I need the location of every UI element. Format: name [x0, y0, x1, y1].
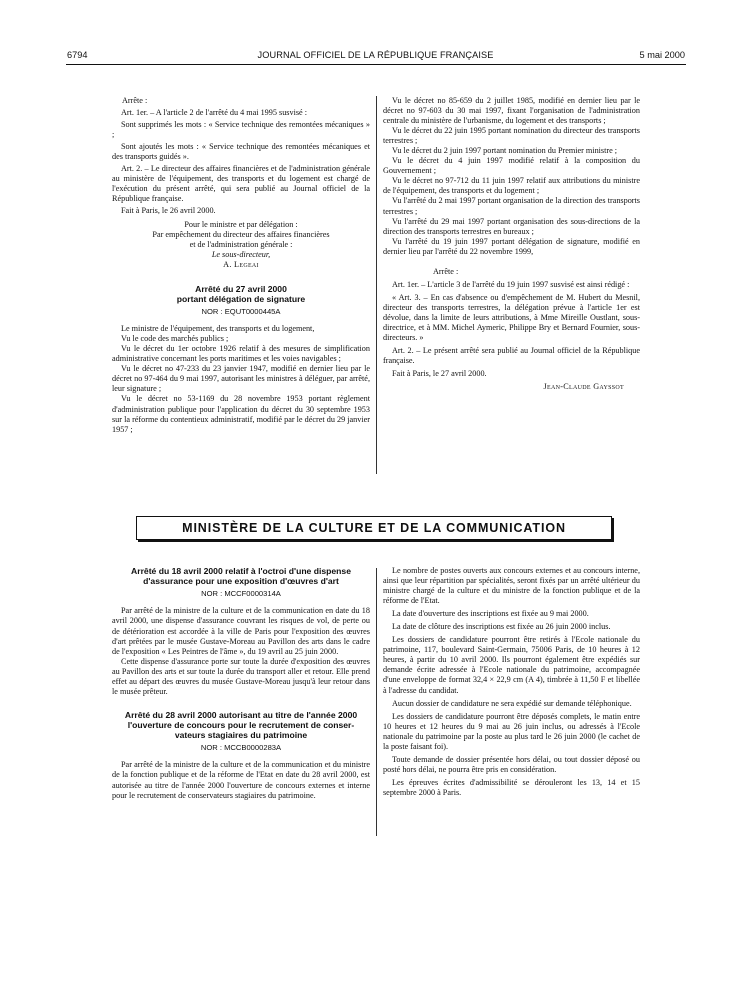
signature-line: Par empêchement du directeur des affaires financières [152, 229, 330, 239]
paragraph: Les épreuves écrites d'admissibilité se dérouleront les 13, 14 et 15 septembre 2000 à Paris. [383, 777, 640, 797]
paragraph: Sont supprimés les mots : « Service technique des remontées mécaniques » ; [112, 120, 370, 140]
paragraph: Les dossiers de candidature pourront être retirés à l'Ecole nationale du patrimoine, 117, boulevard Saint-Germain, 75006 Paris, de 10 heures à 12 heures, à partir du 10 avril 2000. Ils pourront également être expédiés sur demande écrite adressée à l'Ecole nationale du patrimoine, accompagnée d'une enveloppe de format 32,4 × 22,9 cm (A 4), timbrée à 11,50 F et libellée à l'adresse du candidat. [383, 635, 640, 695]
article-title-line: Arrêté du 28 avril 2000 autorisant au titre de l'année 2000 [124, 709, 358, 720]
paragraph: Vu le décret du 4 juin 1997 modifié relatif à la composition du Gouvernement ; [383, 156, 640, 176]
article-title-line: Arrêté du 18 avril 2000 relatif à l'octroi d'une dispense [131, 566, 351, 576]
nor-reference: NOR : MCCF0000314A [201, 589, 281, 599]
article-title-line: l'ouverture de concours pour le recrutement de conser- [127, 720, 355, 731]
paragraph: Sont ajoutés les mots : « Service technique des remontées mécaniques et des transports guidés ». [112, 142, 370, 162]
column-4 [383, 566, 640, 798]
paragraph: Par arrêté de la ministre de la culture et de la communication et du ministre de la fonction publique et de la réforme de l'Etat en date du 28 avril 2000, est autorisée au titre de l'année 2000 l'ouverture de concours externes et interne pour le recrutement de conservateurs stagiaires du patrimoine. [112, 760, 370, 800]
signature-line: Pour le ministre et par délégation : [184, 219, 298, 229]
article-title [112, 710, 370, 741]
column-3 [112, 566, 370, 801]
article-title-line: d'assurance pour une exposition d'œuvres d'art [143, 576, 339, 587]
column-1 [112, 96, 370, 435]
signature-line: et de l'administration générale : [189, 239, 293, 249]
nor-reference: NOR : EQUT0000445A [201, 307, 281, 317]
paragraph: Vu le décret du 2 juin 1997 portant nomination du Premier ministre ; [392, 146, 618, 156]
nor-reference: NOR : MCCB0000283A [200, 743, 282, 753]
page-number: 6794 [67, 50, 88, 60]
ministry-banner: MINISTÈRE DE LA CULTURE ET DE LA COMMUNICATION [136, 516, 612, 540]
paragraph: Vu le décret du 1er octobre 1926 relatif à des mesures de simplification administrative concernant les ports maritimes et les voies navigables ; [112, 344, 370, 364]
paragraph: Le nombre de postes ouverts aux concours externes et au concours interne, ainsi que leur répartition par spécialités, seront fixés par un arrêté ultérieur du ministre chargé de la culture et du ministre de la fonction publique et de la réforme de l'Etat. [383, 566, 640, 606]
column-divider-bottom [376, 568, 377, 836]
paragraph: La date d'ouverture des inscriptions est fixée au 9 mai 2000. [392, 609, 589, 619]
article-title-line: vateurs stagiaires du patrimoine [174, 730, 308, 741]
article-title-line: Arrêté du 27 avril 2000 [195, 283, 287, 294]
paragraph: Art. 2. – Le directeur des affaires financières et de l'administration générale au ministère de l'équipement, des transports et du logement est chargé de l'exécution du présent arrêté, qui sera publié au Journal officiel de la République française. [112, 164, 370, 204]
signatory-name: Jean-Claude Gayssot [543, 382, 624, 392]
paragraph: Vu l'arrêté du 29 mai 1997 portant organisation des sous-directions de la direction des transports terrestres en bureaux ; [383, 216, 640, 236]
paragraph: Les dossiers de candidature pourront être déposés complets, le matin entre 10 heures et 12 heures du 9 mai au 26 juin inclus, ou adressés à l'Ecole nationale du patrimoine par la poste au plus tard le 26 juin 2000 (le cachet de la poste faisant foi). [383, 711, 640, 751]
paragraph: Vu l'arrêté du 19 juin 1997 portant délégation de signature, modifié en dernier lieu par l'arrêté du 22 novembre 1999, [383, 236, 640, 256]
paragraph: Vu le code des marchés publics ; [121, 334, 229, 344]
paragraph: Cette dispense d'assurance porte sur toute la durée d'exposition des œuvres au Pavillon des arts et sur toute la durée du transport aller et retour. Elle prend effet au départ des œuvres du musée Gustave-Moreau jusqu'à leur retour dans le musée prêteur. [112, 656, 370, 696]
paragraph: Vu le décret no 85-659 du 2 juillet 1985, modifié en dernier lieu par le décret no 97-603 du 30 mai 1997, fixant l'organisation de l'administration centrale du ministère de l'urbanisme, du logement et des transports ; [383, 96, 640, 126]
paragraph: Vu le décret du 22 juin 1995 portant nomination du directeur des transports terrestres ; [383, 126, 640, 146]
paragraph: Toute demande de dossier présentée hors délai, ou tout dossier déposé ou posté hors délai, ne pourra être pris en considération. [383, 754, 640, 774]
paragraph: Fait à Paris, le 27 avril 2000. [392, 369, 487, 379]
paragraph: Art. 2. – Le présent arrêté sera publié au Journal officiel de la République française. [383, 346, 640, 366]
paragraph: Vu le décret no 47-233 du 23 janvier 1947, modifié en dernier lieu par le décret no 97-464 du 9 mai 1997, autorisant les ministres à déléguer, par arrêté, leur signature ; [112, 364, 370, 394]
paragraph: Vu le décret no 97-712 du 11 juin 1997 relatif aux attributions du ministre de l'équipement, des transports et du logement ; [383, 176, 640, 196]
paragraph: Aucun dossier de candidature ne sera expédié sur demande téléphonique. [392, 698, 632, 708]
signatory-name: A. Legeai [223, 259, 259, 269]
paragraph: Le ministre de l'équipement, des transports et du logement, [121, 324, 315, 334]
paragraph: Art. 1er. – A l'article 2 de l'arrêté du 4 mai 1995 susvisé : [121, 108, 307, 118]
signature-line: Le sous-directeur, [211, 249, 271, 259]
journal-title: JOURNAL OFFICIEL DE LA RÉPUBLIQUE FRANÇAISE [257, 50, 494, 60]
paragraph: Fait à Paris, le 26 avril 2000. [121, 206, 216, 216]
paragraph: Arrête : [433, 266, 459, 276]
issue-date: 5 mai 2000 [639, 50, 685, 60]
paragraph: Par arrêté de la ministre de la culture et de la communication en date du 18 avril 2000, une dispense d'assurance couvrant les risques de vol, de perte ou de détérioration est accordée à la ville de Paris pour l'exposition des œuvres d'art prêtées par le musée Gustave-Moreau au Pavillon des arts dans le cadre de l'exposition « Les Peintres de l'âme », du 19 avril au 25 juin 2000. [112, 606, 370, 656]
paragraph: Art. 1er. – L'article 3 de l'arrêté du 19 juin 1997 susvisé est ainsi rédigé : [392, 279, 630, 289]
article-title-line: portant délégation de signature [176, 293, 306, 304]
paragraph: La date de clôture des inscriptions est fixée au 26 juin 2000 inclus. [392, 622, 611, 632]
paragraph: « Art. 3. – En cas d'absence ou d'empêchement de M. Hubert du Mesnil, directeur des transports terrestres, la délégation prévue à l'article 1er est dévolue, dans la limite de leurs attributions, à Mme Mireille Oustlant, sous-directrice, et à MM. Michel Aymeric, Philippe Bry et Bernard Fournier, sous-directeurs. » [383, 292, 640, 343]
article-title [112, 284, 370, 304]
header-rule [66, 64, 686, 65]
paragraph: Vu le décret no 53-1169 du 28 novembre 1953 portant règlement d'administration publique pour l'application du décret du 30 septembre 1953 sur la réforme du contentieux administratif, modifié par le décret du 29 janvier 1957 ; [112, 394, 370, 434]
article-title [112, 566, 370, 586]
page-header [0, 50, 751, 64]
paragraph: Arrête : [122, 96, 148, 105]
paragraph: Vu l'arrêté du 2 mai 1997 portant organisation de la direction des transports terrestres ; [383, 196, 640, 216]
column-2 [383, 96, 640, 392]
column-divider-top [376, 96, 377, 474]
